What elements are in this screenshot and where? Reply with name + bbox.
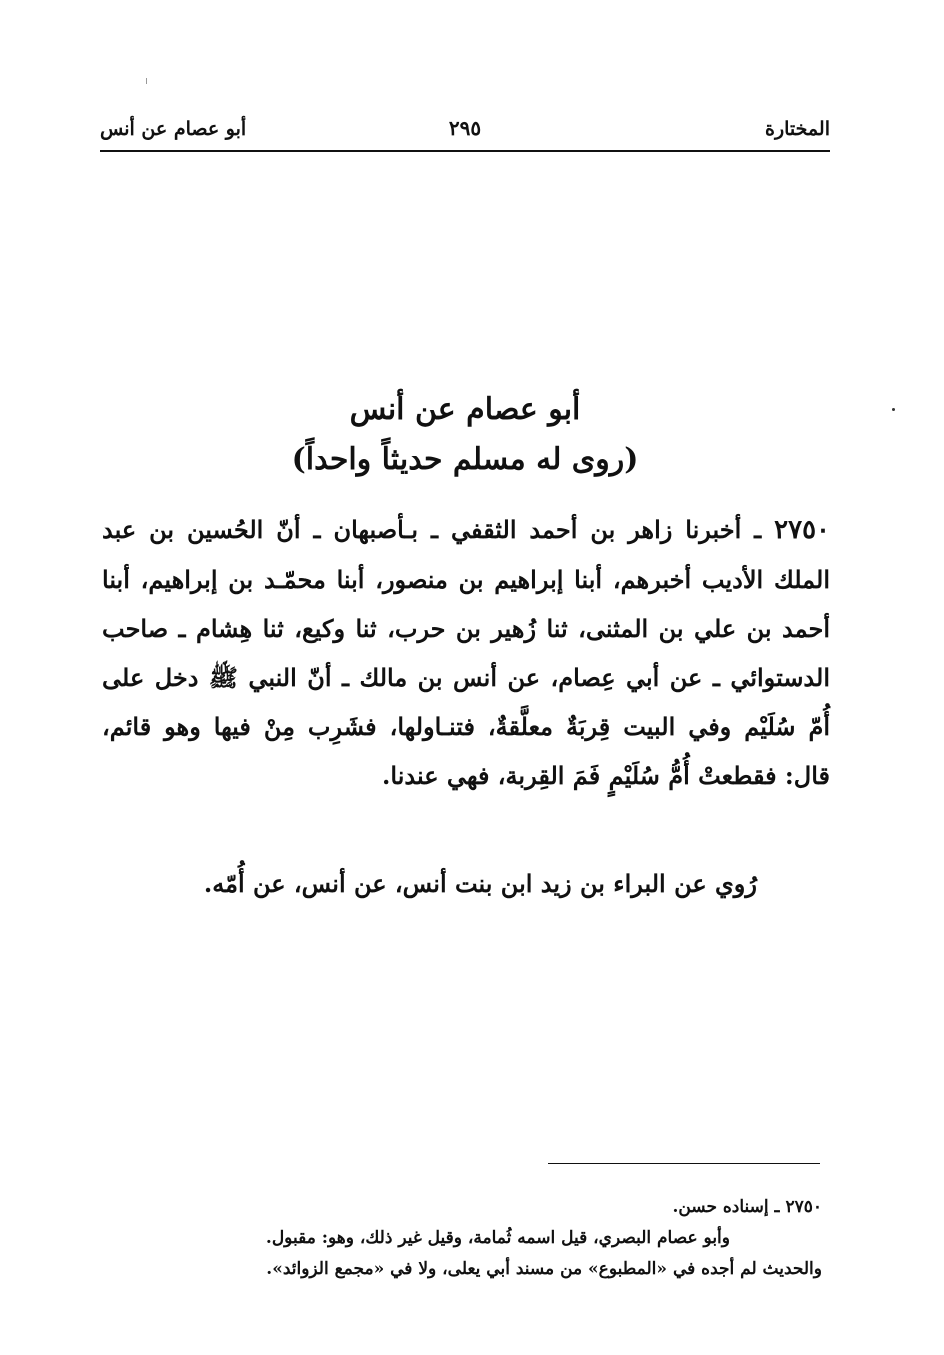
footnotes bbox=[100, 1192, 822, 1285]
chapter-heading bbox=[100, 385, 830, 485]
header-book-title: المختارة bbox=[765, 118, 830, 140]
chapter-subtitle: (روى له مسلم حديثاً واحداً) bbox=[291, 442, 639, 477]
footnote-line-1: ٢٧٥٠ ـ إسناده حسن. bbox=[672, 1197, 822, 1217]
footnote-divider bbox=[548, 1163, 820, 1164]
header-section-title: أبو عصام عن أنس bbox=[100, 118, 247, 140]
footnote-line-2: وأبو عصام البصري، قيل اسمه ثُمامة، وقيل غير ذلك، وهو: مقبول. bbox=[265, 1228, 730, 1248]
running-header bbox=[100, 112, 830, 152]
chapter-title: أبو عصام عن أنس bbox=[349, 392, 581, 427]
scan-dot bbox=[892, 408, 895, 411]
scan-mark bbox=[146, 78, 147, 84]
hadith-body: ـ أخبرنا زاهر بن أحمد الثقفي ـ بـأصبهان ـ أنّ الحُسين بن عبد الملك الأديب أخبرهم، أبنا إبراهيم بن منصور، أبنا محمّـد بن إبراهيم، أبنا أحمد بن علي بن المثنى، ثنا زُهير بن حرب، ثنا وكيع، ثنا هِشام ـ صاحب الدستوائي ـ عن أبي عِصام، عن أنس بن مالك ـ أنّ النبي ﷺ دخل على أُمّ سُلَيْم وفي البيت قِربَةٌ معلَّقةٌ، فتنـاولها، فشَرِب مِنْ فيها وهو قائم، قال: فقطعتْ أُمُّ سُلَيْمٍ فَمَ القِربة، فهي عندنا. bbox=[102, 515, 830, 790]
footnote-line-3: والحديث لم أجده في «المطبوع» من مسند أبي يعلى، ولا في «مجمع الزوائد». bbox=[266, 1259, 822, 1279]
hadith-text-block bbox=[102, 505, 830, 800]
narration-note: رُوي عن البراء بن زيد ابن بنت أنس، عن أنس، عن أُمّه. bbox=[203, 869, 757, 898]
hadith-number: ٢٧٥٠ bbox=[774, 515, 830, 545]
page-number: ٢٩٥ bbox=[448, 116, 482, 140]
